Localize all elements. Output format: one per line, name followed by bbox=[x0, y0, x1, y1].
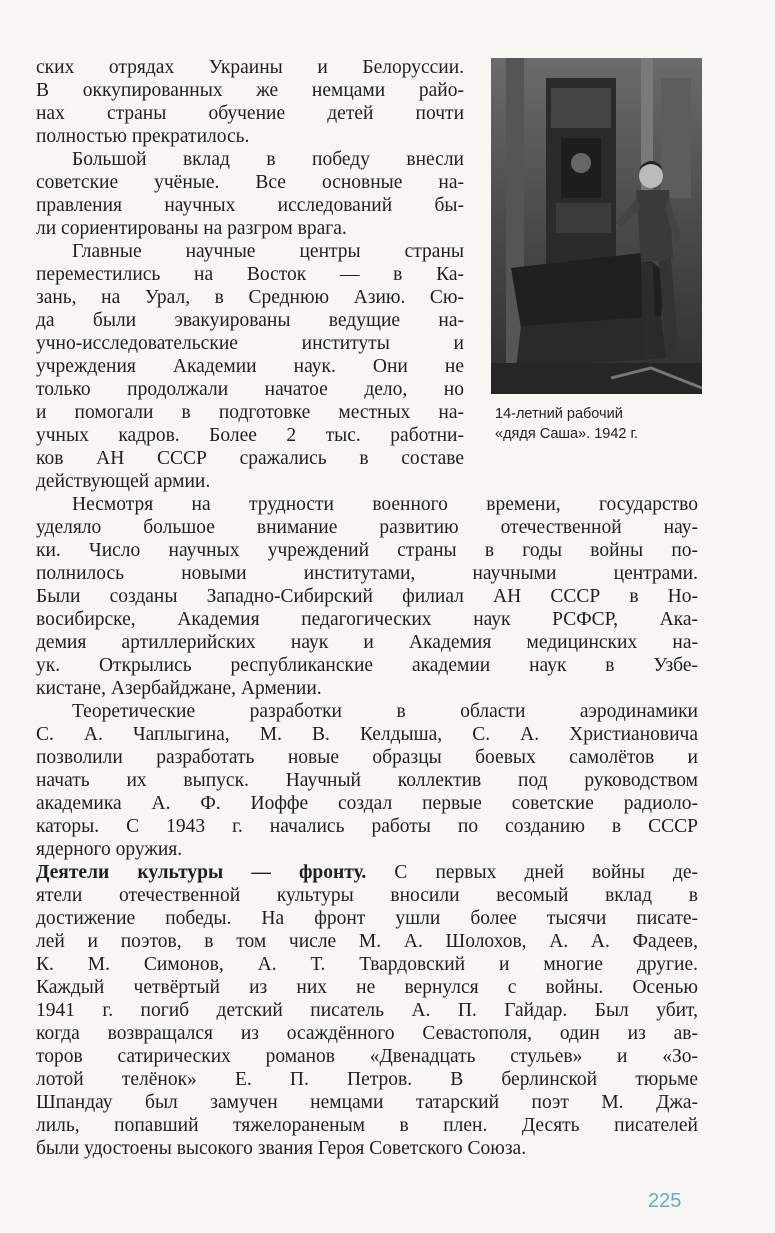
text-line: Несмотря на трудности военного времени, государство bbox=[72, 494, 698, 515]
text-line: достижение победы. На фронт ушли более тысячи писате- bbox=[36, 908, 698, 929]
text-line: да были эвакуированы ведущие на- bbox=[36, 310, 464, 331]
text-line: правления научных исследований бы- bbox=[36, 195, 464, 216]
text-line: уделяло большое внимание развитию отечественной нау- bbox=[36, 517, 698, 538]
text-line: ских отрядах Украины и Белоруссии. bbox=[36, 57, 464, 78]
text-line: только продолжали начатое дело, но bbox=[36, 379, 464, 400]
text-line: ли сориентированы на разгром врага. bbox=[36, 218, 347, 239]
text-line: 1941 г. погиб детский писатель А. П. Гайдар. Был убит, bbox=[36, 1000, 698, 1021]
text-line: начать их выпуск. Научный коллектив под руководством bbox=[36, 770, 698, 791]
text-line: кистане, Азербайджане, Армении. bbox=[36, 678, 322, 699]
text-line: ятели отечественной культуры вносили весомый вклад в bbox=[36, 885, 698, 906]
text-line: Шпандау был замучен немцами татарский поэт М. Джа- bbox=[36, 1092, 698, 1113]
text-line: К. М. Симонов, А. Т. Твардовский и многие другие. bbox=[36, 954, 698, 975]
text-line: лиль, попавший тяжелораненым в плен. Десять писателей bbox=[36, 1115, 698, 1136]
text-line: учных кадров. Более 2 тыс. работни- bbox=[36, 425, 464, 446]
text-line: Главные научные центры страны bbox=[72, 241, 464, 262]
text-line: академика А. Ф. Иоффе создал первые советские радиоло- bbox=[36, 793, 698, 814]
section-heading: Деятели культуры — фронту. bbox=[36, 862, 367, 883]
text-line: торов сатирических романов «Двенадцать стульев» и «Зо- bbox=[36, 1046, 698, 1067]
text-line: зань, на Урал, в Среднюю Азию. Сю- bbox=[36, 287, 464, 308]
text-line: и помогали в подготовке местных на- bbox=[36, 402, 464, 423]
text-line: советские учёные. Все основные на- bbox=[36, 172, 464, 193]
text-line: переместились на Восток — в Ка- bbox=[36, 264, 464, 285]
text-line: полнилось новыми институтами, научными центрами. bbox=[36, 563, 698, 584]
text-line: лей и поэтов, в том числе М. А. Шолохов, А. А. Фадеев, bbox=[36, 931, 698, 952]
text-line: демия артиллерийских наук и Академия медицинских на- bbox=[36, 632, 698, 653]
text-line: позволили разработать новые образцы боевых самолётов и bbox=[36, 747, 698, 768]
text-line: лотой телёнок» Е. П. Петров. В берлинской тюрьме bbox=[36, 1069, 698, 1090]
text-line: когда возвращался из осаждённого Севастополя, один из ав- bbox=[36, 1023, 698, 1044]
text-line: были удостоены высокого звания Героя Советского Союза. bbox=[36, 1138, 527, 1159]
text-line: учно-исследовательские институты и bbox=[36, 333, 464, 354]
text-line: ки. Число научных учреждений страны в годы войны по- bbox=[36, 540, 698, 561]
text-line: Большой вклад в победу внесли bbox=[72, 149, 464, 170]
text-line: восибирске, Академия педагогических наук РСФСР, Ака- bbox=[36, 609, 698, 630]
text-line: Были созданы Западно-Сибирский филиал АН СССР в Но- bbox=[36, 586, 698, 607]
text-line: полностью прекратилось. bbox=[36, 126, 250, 147]
text-line: ядерного оружия. bbox=[36, 839, 183, 860]
text-line: ук. Открылись республиканские академии наук в Узбе- bbox=[36, 655, 698, 676]
text-line: Теоретические разработки в области аэродинамики bbox=[72, 701, 698, 722]
text-line: нах страны обучение детей почти bbox=[36, 103, 464, 124]
section-text: С первых дней войны де- bbox=[366, 862, 698, 883]
text-line: каторы. С 1943 г. начались работы по созданию в СССР bbox=[36, 816, 698, 837]
historical-photo bbox=[491, 58, 702, 394]
text-line-with-heading bbox=[36, 861, 698, 884]
text-line: В оккупированных же немцами райо- bbox=[36, 80, 464, 101]
text-line: Каждый четвёртый из них не вернулся с войны. Осенью bbox=[36, 977, 698, 998]
text-line: действующей армии. bbox=[36, 471, 211, 492]
photo-caption-line-1: 14-летний рабочий bbox=[495, 406, 623, 422]
photo-caption-line-2: «дядя Саша». 1942 г. bbox=[495, 426, 639, 442]
text-line: ков АН СССР сражались в составе bbox=[36, 448, 464, 469]
page-number: 225 bbox=[648, 1190, 682, 1212]
text-line: С. А. Чаплыгина, М. В. Келдыша, С. А. Христиановича bbox=[36, 724, 698, 745]
text-line: учреждения Академии наук. Они не bbox=[36, 356, 464, 377]
